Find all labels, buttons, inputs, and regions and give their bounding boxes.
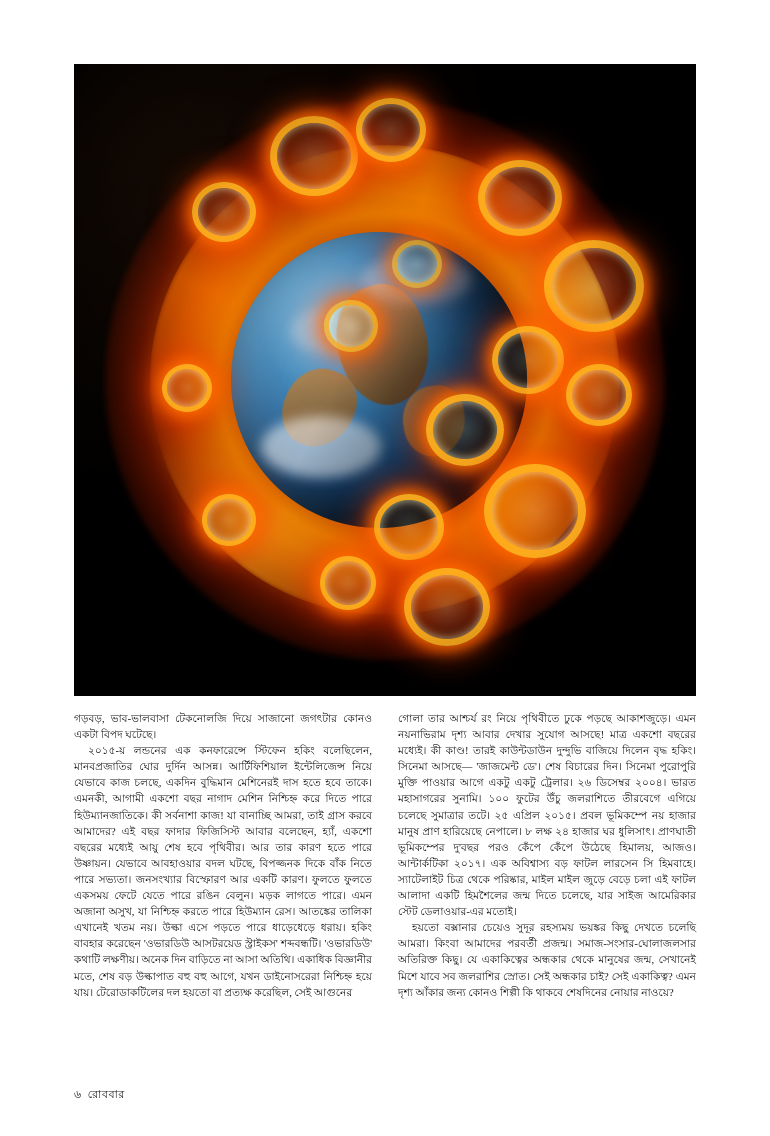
- folio-label: রোববার: [87, 1089, 125, 1101]
- flame-ring: [478, 160, 562, 236]
- flame-ring: [356, 98, 426, 162]
- flame-ring: [374, 494, 444, 560]
- burning-earth-illustration: [74, 64, 696, 696]
- flame-ring: [162, 364, 212, 412]
- flame-ring: [544, 240, 644, 332]
- earth-globe: [231, 232, 527, 528]
- flame-ring: [492, 326, 564, 394]
- text-column-right: [398, 712, 696, 1002]
- flame-ring: [426, 394, 504, 466]
- paragraph: গড়বড়, ভাব-ভালবাসা টেকনোলজি দিয়ে সাজানো জগৎটার কোনও একটা বিপদ ঘটেছে।: [74, 714, 372, 742]
- paragraph: ২০১৫-য় লন্ডনের এক কনফারেন্সে স্টিফেন হকিং বলেছিলেন, মানবপ্রজাতির ঘোর দুর্দিন আসন্ন। আর্টিফিশিয়াল ইন্টেলিজেন্স নিয়ে যেভাবে কাজ চলছে, একদিন বুদ্ধিমান মেশিনেরই দাস হতে হবে তাকে। এমনকী, আগামী একশো বছর নাগাদ মেশিন নিশ্চিহ্ন করে দিতে পারে হিউম্যানজাতিকে। কী সর্বনাশা কাজ! যা বানাচ্ছি আমরা, তাই গ্রাস করবে আমাদের? এই বছর ফাদার ফিজিসিস্ট আবার বলেছেন, হ্যাঁ, একশো বছরের মধ্যেই আয়ু শেষ হবে পৃথিবীর। আর তার কারণ হতে পারে উষ্ণায়ন। যেভাবে আবহাওয়ার বদল ঘটছে, বিপজ্জনক দিকে বাঁক নিতে পারে সভ্যতা। জনসংখ্যার বিস্ফোরণ আর একটি কারণ। ফুলতে ফুলতে একসময় ফেটে যেতে পারে রঙিন বেলুন। মড়ক লাগতে পারে। এমন অজানা অসুখ, যা নিশ্চিহ্ন করতে পারে হিউম্যান রেস। আতঙ্কের তালিকা এখানেই খতম নয়। উল্কা এসে পড়তে পারে ধাড়েধেড়ে ধরায়। হকিং বাবহার করেছেন 'ওভারডিউ আসটরয়েড স্ট্রাইকস' শব্দবন্ধটি। 'ওভারডিউ' কথাটি লক্ষণীয়। অনেক দিন বাড়িতে না আসা অতিথি। একাধিক বিজ্ঞানীর মতে, শেষ বড় উল্কাপাত বহু বহু আগে, যখন ডাইনোসরেরা নিশ্চিহ্ন হয়ে যায়। টেরোডাকটিলের দল হয়তো বা প্রত্যক্ষ করেছিল, সেই আগুনের: [74, 746, 372, 999]
- flame-ring: [192, 182, 256, 242]
- paragraph: গোলা তার আশ্চর্য রং নিয়ে পৃথিবীতে ঢুকে পড়ছে আকাশজুড়ে। এমন নয়নাভিরাম দৃশ্য আবার দেখার সুযোগ আসছে! মাত্র একশো বছরের মধ্যেই। কী কাণ্ড! তারই কাউন্টডাউন দুন্দুভি বাজিয়ে দিলেন বৃদ্ধ হকিং। সিনেমা আসছে— 'জাজমেন্ট ডে'। শেষ বিচারের দিন। সিনেমা পুরোপুরি মুক্তি পাওয়ার আগে একটু একটু ট্রেলার। ২৬ ডিসেম্বর ২০০৪। ভারত মহাসাগরের সুনামি। ১০০ ফুটের উঁচু জলরাশিতে তীরবেগে এগিয়ে চলেছে সুমাত্রার তটে। ২৫ এপ্রিল ২০১৫। প্রবল ভূমিকম্পে নয় হাজার মানুষ প্রাণ হারিয়েছে নেপালে। ৮ লক্ষ ২৪ হাজার ঘর ধুলিসাৎ। প্রাণঘাতী ভূমিকম্পের দু'বছর পরও কেঁপে কেঁপে উঠেছে হিমালয়, আজও। আন্টার্কটিকা ২০১৭। এক অবিশ্বাস্য বড় ফাটল লারসেন সি হিমবাহে। স্যাটেলাইট চিত্র থেকে পরিষ্কার, মাইল মাইল জুড়ে বেড়ে চলা এই ফাটল আলাদা একটি হিমশৈলের জন্ম দিতে চলেছে, যার সাইজ আমেরিকার স্টেট ডেলাওয়ার-এর মতোই।: [398, 714, 696, 919]
- flame-ring: [484, 464, 586, 558]
- flame-ring: [320, 556, 376, 610]
- flame-ring: [202, 494, 256, 546]
- page-footer: [74, 1086, 125, 1105]
- flame-ring: [324, 300, 378, 352]
- flame-ring: [270, 116, 358, 196]
- folio-number: ৬: [74, 1089, 82, 1101]
- terminator-shadow: [231, 232, 527, 528]
- flame-ring: [392, 240, 442, 288]
- flame-ring: [566, 364, 632, 426]
- article-body: [74, 712, 696, 1002]
- text-column-left: [74, 712, 372, 1002]
- flame-ring: [404, 568, 490, 646]
- paragraph: হয়তো বক্সানার চেয়েও সুদূর রহস্যময় ভয়ঙ্কর কিছু দেখতে চলেছি আমরা। কিংবা আমাদের পরবর্তী প্রজন্ম। সমাজ-সংসার-ঘোলাজলসার অতিরিক্ত কিছু। যে একাকিত্বের অন্ধকার থেকে মানুষের জন্ম, সেখানেই মিশে যাবে সব জলরাশির স্রোত। সেই অন্ধকার চাই? সেই একাকিত্ব? এমন দৃশ্য আঁকার জন্য কোনও শিল্পী কি থাকবে শেষদিনের নোয়ার নাওয়ে?: [398, 923, 696, 999]
